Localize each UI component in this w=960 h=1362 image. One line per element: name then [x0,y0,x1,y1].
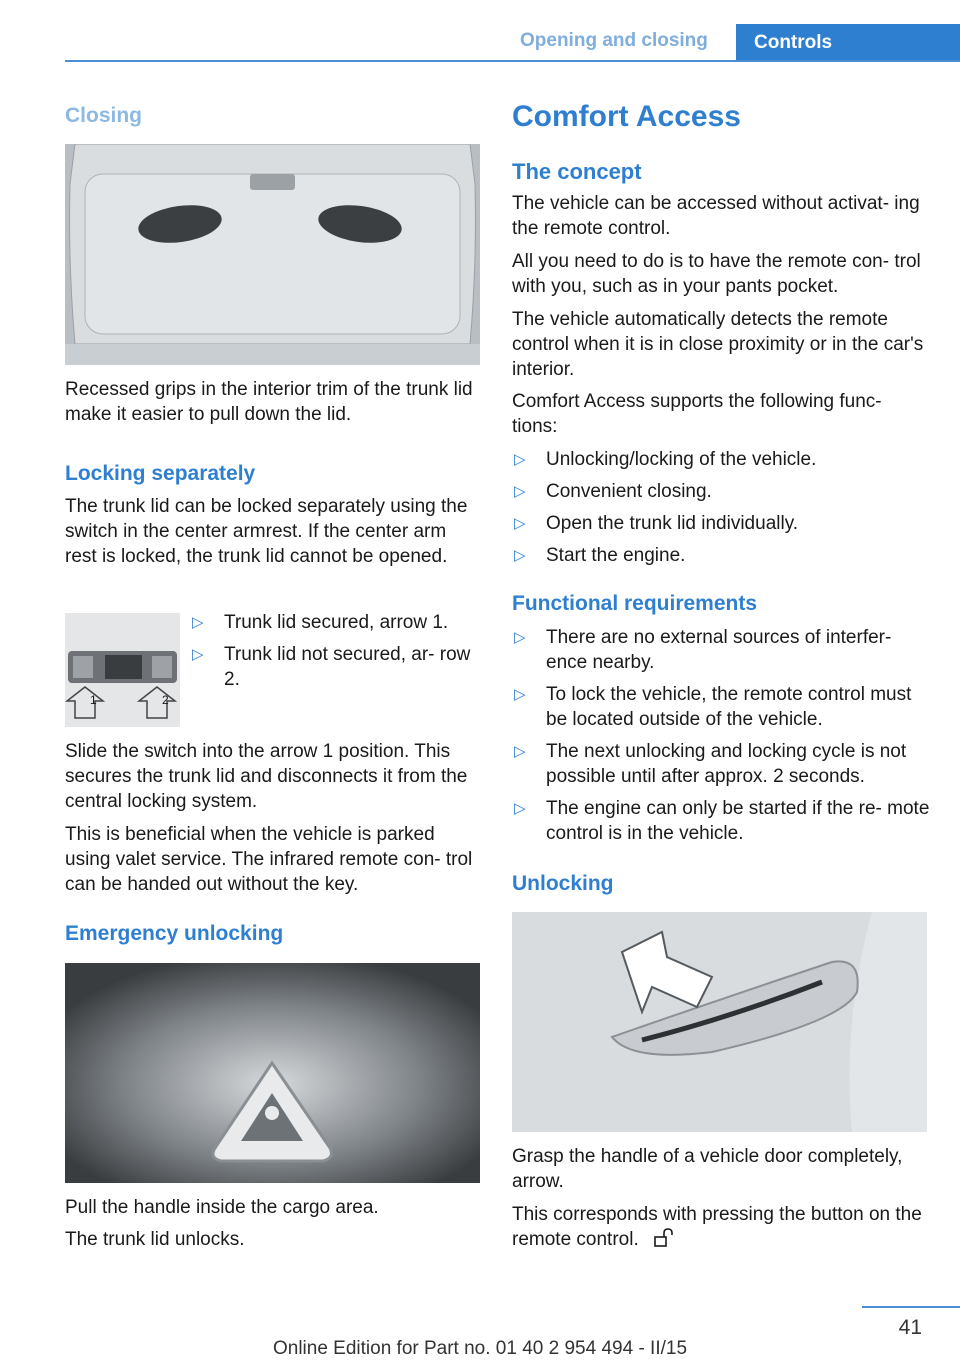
pull-text: Pull the handle inside the cargo area. [65,1197,379,1218]
armrest-switch-image [65,613,180,727]
triangle-right-icon: ▷ [514,800,526,817]
triangle-right-icon: ▷ [514,547,526,564]
grasp-text: Grasp the handle of a vehicle door completely, arrow. [512,1146,903,1192]
header-section: Opening and closing [520,30,708,51]
triangle-right-icon: ▷ [514,451,526,468]
triangle-right-icon: ▷ [514,629,526,646]
closing-heading: Closing [65,104,142,127]
concept-p4: Comfort Access supports the following func‐ tions: [512,391,882,437]
door-handle-image [512,912,927,1132]
list-item: ▷ Start the engine. [514,545,686,566]
list-item: ▷ To lock the vehicle, the remote control must be located outside of the vehicle. [514,684,912,730]
list-item: ▷ Trunk lid not secured, ar‐ row 2. [192,644,471,690]
footer-edition: Online Edition for Part no. 01 40 2 954 494 - II/15 [272,1338,688,1359]
valet-text: This is beneficial when the vehicle is parked using valet service. The infrared remote con‐ trol can be handed out without the key. [65,824,473,895]
footer-rule [862,1306,960,1308]
list-item: ▷ Convenient closing. [514,481,712,502]
triangle-right-icon: ▷ [192,614,204,631]
concept-p3: The vehicle automatically detects the remote control when it is in close proximity or in the car's interior. [512,309,924,380]
locking-heading: Locking separately [65,462,256,485]
requirements-heading: Functional requirements [512,592,758,615]
button-text-block [512,1202,927,1255]
comfort-access-heading: Comfort Access [512,100,741,133]
triangle-right-icon: ▷ [514,483,526,500]
requirements-list [512,625,930,853]
triangle-right-icon: ▷ [514,686,526,703]
page-number: 41 [898,1316,922,1339]
list-item: ▷ Trunk lid secured, arrow 1. [192,612,449,633]
functions-list [512,447,927,575]
list-item: ▷ The next unlocking and locking cycle is not possible until after approx. 2 seconds. [514,741,907,787]
closing-text: Recessed grips in the interior trim of the trunk lid make it easier to pull down the lid. [65,379,473,425]
triangle-right-icon: ▷ [192,646,204,663]
triangle-right-icon: ▷ [514,515,526,532]
unlocks-text: The trunk lid unlocks. [65,1229,245,1250]
locking-list [190,610,480,699]
unlock-icon [652,1228,674,1255]
list-item: ▷ The engine can only be started if the re‐ mote control is in the vehicle. [514,798,930,844]
concept-p1: The vehicle can be accessed without activat‐ ing the remote control. [512,193,920,239]
arrow-2-label: 2 [162,693,169,707]
slide-text: Slide the switch into the arrow 1 position. This secures the trunk lid and disconnects it from the central locking system. [65,741,468,812]
triangle-right-icon: ▷ [514,743,526,760]
unlocking-heading: Unlocking [512,872,614,895]
list-item: ▷ Open the trunk lid individually. [514,513,799,534]
trunk-lid-image [65,144,480,365]
list-item: ▷ There are no external sources of interfer‐ ence nearby. [514,627,892,673]
emergency-heading: Emergency unlocking [65,922,284,945]
header-tab-controls[interactable]: Controls [736,24,960,62]
header-rule [65,60,960,62]
locking-text: The trunk lid can be locked separately using the switch in the center armrest. If the center arm rest is locked, the trunk lid cannot be opened. [65,496,468,567]
list-item: ▷ Unlocking/locking of the vehicle. [514,449,817,470]
concept-heading: The concept [512,159,642,184]
concept-p2: All you need to do is to have the remote con‐ trol with you, such as in your pants pocket. [512,251,921,297]
emergency-handle-image [65,963,480,1183]
arrow-1-label: 1 [90,693,97,707]
button-text: This corresponds with pressing the button on the remote control. [512,1204,922,1250]
